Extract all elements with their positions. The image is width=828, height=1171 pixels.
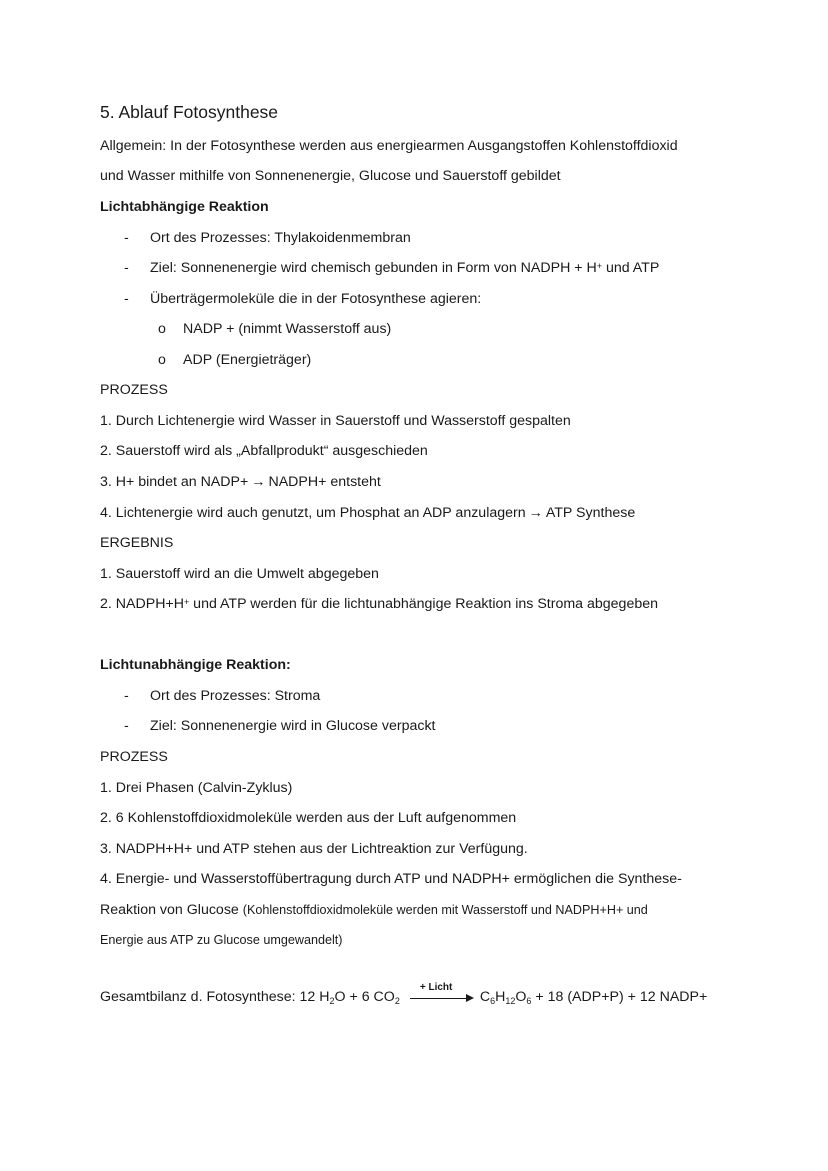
dark-step-4-line-2	[100, 901, 648, 919]
bullet-circle: o	[158, 321, 166, 337]
light-bullet-ort	[100, 229, 411, 247]
light-step-1: 1. Durch Lichtenergie wird Wasser in Sauerstoff und Wasserstoff gespalten	[100, 413, 571, 429]
result-text: 2. NADPH+H	[100, 596, 184, 612]
bullet-dash: -	[124, 688, 129, 704]
light-step-2: 2. Sauerstoff wird als „Abfallprodukt“ ausgeschieden	[100, 443, 428, 459]
light-prozess-label: PROZESS	[100, 382, 168, 398]
equation-text: C	[479, 989, 491, 1005]
result-1: 1. Sauerstoff wird an die Umwelt abgegeben	[100, 566, 379, 582]
sub-bullet-adp	[100, 351, 311, 369]
dark-step-4-line-3: Energie aus ATP zu Glucose umgewandelt)	[100, 933, 343, 947]
subscript: 12	[505, 996, 516, 1006]
subscript: 6	[526, 996, 532, 1006]
sub-bullet-text: NADP + (nimmt Wasserstoff aus)	[183, 321, 392, 337]
equation-text: H	[495, 989, 506, 1005]
right-arrow-icon: →	[251, 474, 266, 490]
ergebnis-label: ERGEBNIS	[100, 535, 174, 551]
superscript-plus: +	[596, 261, 602, 271]
step-text-end: NADPH+ entsteht	[268, 474, 381, 490]
step-text: 4. Lichtenergie wird auch genutzt, um Phosphat an ADP anzulagern	[100, 505, 526, 521]
light-bullet-ziel	[100, 259, 659, 277]
bullet-text: Ort des Prozesses: Thylakoidenmembran	[150, 230, 411, 246]
dark-bullet-ziel	[100, 717, 435, 735]
dark-step-3: 3. NADPH+H+ und ATP stehen aus der Lichtreaktion zur Verfügung.	[100, 841, 528, 857]
subscript: 2	[394, 996, 400, 1006]
dark-step-4-line-1: 4. Energie- und Wasserstoffübertragung durch ATP und NADPH+ ermöglichen die Synthese-	[100, 871, 682, 887]
light-step-4	[100, 504, 635, 522]
bullet-dash: -	[124, 291, 129, 307]
bullet-circle: o	[158, 352, 166, 368]
sub-bullet-text: ADP (Energieträger)	[183, 352, 312, 368]
bullet-dash: -	[124, 260, 129, 276]
arrow-label: + Licht	[419, 982, 453, 994]
intro-line-2: und Wasser mithilfe von Sonnenenergie, Glucose und Sauerstoff gebildet	[100, 168, 561, 184]
subscript: 2	[329, 996, 335, 1006]
equation-text: Gesamtbilanz d. Fotosynthese: 12 H	[100, 989, 330, 1005]
intro-line-1: Allgemein: In der Fotosynthese werden aus energiearmen Ausgangstoffen Kohlenstoffdioxid	[100, 138, 678, 154]
equation-text: O	[515, 989, 527, 1005]
light-step-3	[100, 473, 381, 491]
light-reaction-heading: Lichtabhängige Reaktion	[100, 199, 269, 215]
sub-bullet-nadp	[100, 320, 391, 338]
bullet-text: Überträgermoleküle die in der Fotosynthese agieren:	[150, 291, 482, 307]
bullet-dash: -	[124, 718, 129, 734]
result-2	[100, 595, 658, 613]
dark-step-1: 1. Drei Phasen (Calvin-Zyklus)	[100, 780, 293, 796]
bullet-text: Ziel: Sonnenenergie wird chemisch gebunden in Form von NADPH + H	[150, 260, 597, 276]
page-title: 5. Ablauf Fotosynthese	[100, 102, 279, 122]
superscript-plus: +	[183, 597, 190, 607]
step-text-end: ATP Synthese	[545, 505, 636, 521]
bullet-text: Ort des Prozesses: Stroma	[150, 688, 321, 704]
dark-prozess-label: PROZESS	[100, 749, 168, 765]
reaction-arrow-icon	[410, 982, 474, 1004]
step-text: 3. H+ bindet an NADP+	[100, 474, 249, 490]
bullet-text-end: und ATP	[602, 260, 660, 276]
step-text: Reaktion von Glucose	[100, 902, 243, 918]
dark-reaction-heading: Lichtunabhängige Reaktion:	[100, 657, 291, 673]
subscript: 6	[490, 996, 496, 1006]
bullet-dash: -	[124, 230, 129, 246]
right-arrow-icon: →	[528, 505, 543, 521]
equation-text: + 18 (ADP+P) + 12 NADP+	[531, 989, 708, 1005]
bullet-text: Ziel: Sonnenenergie wird in Glucose verpackt	[150, 718, 436, 734]
result-text-end: und ATP werden für die lichtunabhängige Reaktion ins Stroma abgegeben	[189, 596, 659, 612]
light-bullet-ueber	[100, 290, 481, 308]
gesamtbilanz-equation	[100, 982, 708, 1007]
dark-step-2: 2. 6 Kohlenstoffdioxidmoleküle werden aus der Luft aufgenommen	[100, 810, 517, 826]
dark-bullet-ort	[100, 687, 320, 705]
step-note: (Kohlenstoffdioxidmoleküle werden mit Wasserstoff und NADPH+H+ und	[242, 903, 648, 917]
equation-text: O + 6 CO	[334, 989, 395, 1005]
